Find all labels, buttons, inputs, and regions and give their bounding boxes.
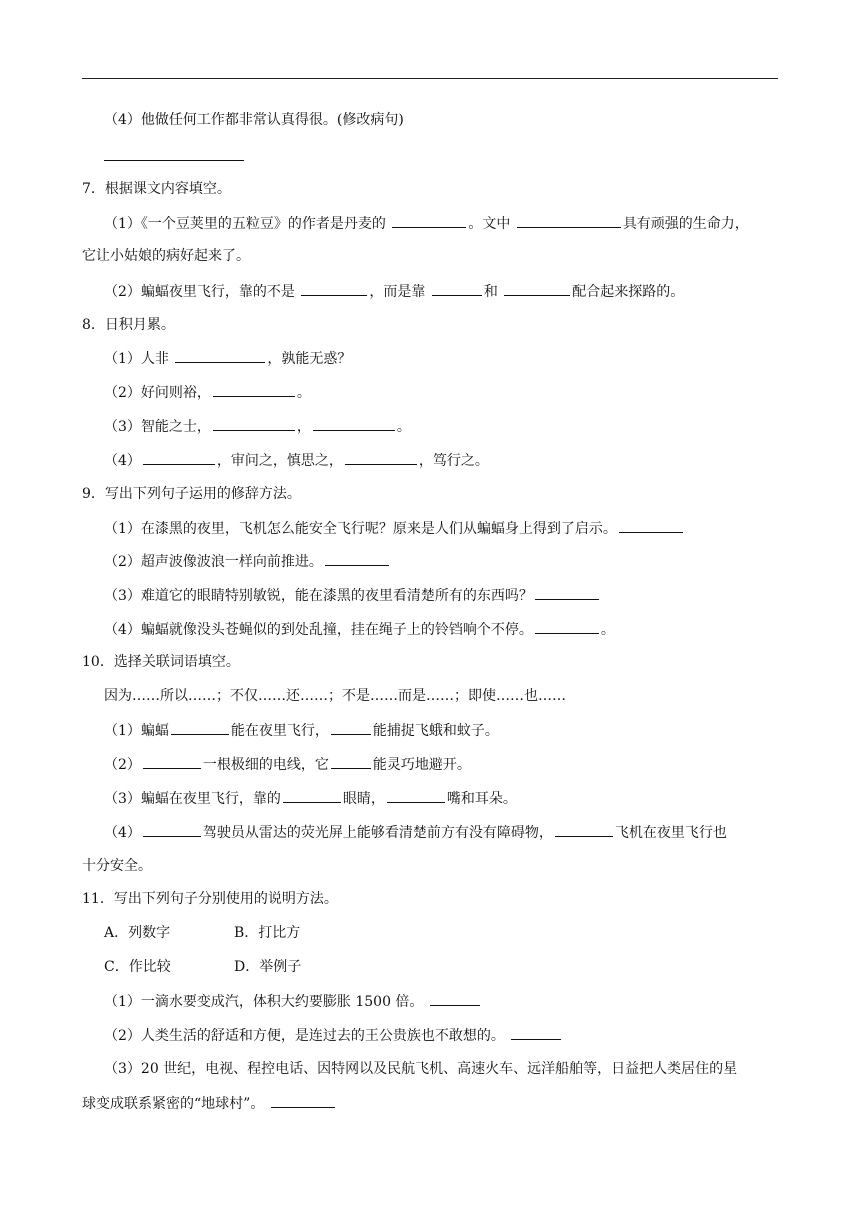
q8-item-2 bbox=[104, 382, 311, 403]
q7-item-2-text-a: （2）蝙蝠夜里飞行，靠的不是 bbox=[104, 284, 300, 300]
q11-item-1 bbox=[104, 991, 482, 1012]
q10-item-2-text-c: 能灵巧地避开。 bbox=[372, 757, 471, 773]
answer-blank[interactable] bbox=[555, 822, 613, 837]
q11-option-b: B．打比方 bbox=[234, 925, 301, 941]
q8-item-3-text-c: 。 bbox=[396, 419, 411, 435]
q11-title-text: 11．写出下列句子分别使用的说明方法。 bbox=[82, 891, 338, 907]
q9-item-3 bbox=[104, 585, 601, 606]
answer-blank[interactable] bbox=[619, 518, 683, 533]
q8-item-1-text-a: （1）人非 bbox=[104, 351, 174, 367]
q7-item-2 bbox=[104, 281, 684, 302]
q11-item-2-text: （2）人类生活的舒适和方便，是连过去的王公贵族也不敢想的。 bbox=[104, 1028, 510, 1044]
q9-item-1 bbox=[104, 518, 685, 539]
q7-item-1-text-c: 具有顽强的生命力， bbox=[622, 216, 749, 232]
q7-item-2-text-b: ，而是靠 bbox=[369, 284, 430, 300]
q11-title bbox=[82, 889, 338, 909]
q10-item-4-text-d: 十分安全。 bbox=[82, 858, 152, 874]
q7-item-1-text-d: 它让小姑娘的病好起来了。 bbox=[82, 248, 250, 264]
q8-item-3-text-a: （3）智能之士， bbox=[104, 419, 211, 435]
q10-item-4-text-a: （4） bbox=[104, 825, 141, 841]
q8-item-3-text-b: ， bbox=[296, 419, 311, 435]
q10-item-3-text-c: 嘴和耳朵。 bbox=[446, 791, 517, 807]
q10-item-4-cont bbox=[82, 856, 152, 876]
q10-item-4-text-c: 飞机在夜里飞行也 bbox=[614, 825, 727, 841]
q7-item-1-text-a: （1）《一个豆荚里的五粒豆》的作者是丹麦的 bbox=[104, 216, 391, 232]
q7-title bbox=[82, 179, 231, 199]
q8-item-1 bbox=[104, 348, 351, 369]
q11-item-3 bbox=[104, 1059, 737, 1079]
q8-item-4-text-c: ，笃行之。 bbox=[418, 453, 489, 469]
answer-blank[interactable] bbox=[511, 1025, 561, 1040]
q8-item-3 bbox=[104, 416, 411, 437]
answer-blank[interactable] bbox=[535, 619, 599, 634]
q8-item-1-text-b: ，孰能无惑？ bbox=[267, 351, 352, 367]
q11-option-c: C．作比较 bbox=[104, 959, 171, 975]
q8-title bbox=[82, 315, 175, 335]
answer-blank[interactable] bbox=[175, 348, 265, 363]
q10-item-3-text-a: （3）蝙蝠在夜里飞行，靠的 bbox=[104, 791, 281, 807]
q8-title-text: 8．日积月累。 bbox=[82, 317, 175, 333]
q9-item-4 bbox=[104, 619, 615, 640]
q11-item-1-text: （1）一滴水要变成汽，体积大约要膨胀 1500 倍。 bbox=[104, 994, 428, 1010]
q7-item-1-text-b: 。文中 bbox=[468, 216, 515, 232]
q11-options-row-2 bbox=[104, 957, 301, 977]
answer-blank[interactable] bbox=[171, 720, 229, 735]
q10-options bbox=[104, 686, 566, 706]
answer-blank[interactable] bbox=[430, 991, 480, 1006]
q9-item-3-text: （3）难道它的眼睛特别敏锐，能在漆黑的夜里看清楚所有的东西吗？ bbox=[104, 588, 533, 604]
q9-item-4-text-a: （4）蝙蝠就像没头苍蝇似的到处乱撞，挂在绳子上的铃铛响个不停。 bbox=[104, 622, 533, 638]
q7-title-text: 7．根据课文内容填空。 bbox=[82, 181, 231, 197]
q10-title bbox=[82, 652, 240, 672]
q10-item-1-text-c: 能捕捉飞蛾和蚊子。 bbox=[372, 723, 499, 739]
q10-item-2-text-b: 一根极细的电线，它 bbox=[202, 757, 329, 773]
answer-blank[interactable] bbox=[517, 213, 621, 228]
q7-item-1 bbox=[104, 213, 749, 234]
answer-blank[interactable] bbox=[301, 281, 367, 296]
answer-blank[interactable] bbox=[143, 450, 215, 465]
answer-blank[interactable] bbox=[345, 450, 417, 465]
q9-item-2-text: （2）超声波像波浪一样向前推进。 bbox=[104, 554, 323, 570]
q8-item-2-text-b: 。 bbox=[296, 385, 311, 401]
q11-item-2 bbox=[104, 1025, 563, 1046]
answer-blank[interactable] bbox=[331, 720, 371, 735]
q9-item-1-text: （1）在漆黑的夜里，飞机怎么能安全飞行呢？原来是人们从蝙蝠身上得到了启示。 bbox=[104, 521, 617, 537]
answer-blank[interactable] bbox=[143, 754, 201, 769]
q7-item-2-text-c: 和 bbox=[483, 284, 503, 300]
q9-item-2 bbox=[104, 551, 391, 572]
q10-item-4 bbox=[104, 822, 727, 843]
answer-blank[interactable] bbox=[325, 551, 389, 566]
answer-blank[interactable] bbox=[387, 788, 445, 803]
q10-item-3 bbox=[104, 788, 517, 809]
q6-item-4-text: （4）他做任何工作都非常认真得很。(修改病句) bbox=[104, 112, 404, 128]
q9-title bbox=[82, 484, 301, 504]
q10-item-1-text-a: （1）蝙蝠 bbox=[104, 723, 169, 739]
q7-item-1-cont bbox=[82, 246, 250, 266]
answer-blank[interactable] bbox=[392, 213, 466, 228]
q6-item-4-answer bbox=[104, 146, 244, 167]
q11-item-3-text-a: （3）20 世纪，电视、程控电话、因特网以及民航飞机、高速火车、远洋船舶等，日益把人类居住的星 bbox=[104, 1061, 738, 1077]
q10-item-3-text-b: 眼睛， bbox=[342, 791, 385, 807]
q8-item-4 bbox=[104, 450, 489, 471]
q9-item-4-text-b: 。 bbox=[600, 622, 615, 638]
q11-option-a: A．列数字 bbox=[104, 925, 171, 941]
q10-options-text: 因为……所以……；不仅……还……；不是……而是……；即使……也…… bbox=[104, 688, 566, 704]
q8-item-2-text-a: （2）好问则裕， bbox=[104, 385, 211, 401]
answer-blank[interactable] bbox=[313, 416, 395, 431]
answer-blank[interactable] bbox=[535, 585, 599, 600]
answer-blank[interactable] bbox=[104, 146, 244, 161]
answer-blank[interactable] bbox=[213, 416, 295, 431]
header-rule bbox=[82, 78, 778, 79]
q8-item-4-text-a: （4） bbox=[104, 453, 141, 469]
answer-blank[interactable] bbox=[271, 1093, 335, 1108]
q7-item-2-text-d: 配合起来探路的。 bbox=[572, 284, 685, 300]
answer-blank[interactable] bbox=[283, 788, 341, 803]
q9-title-text: 9．写出下列句子运用的修辞方法。 bbox=[82, 486, 301, 502]
answer-blank[interactable] bbox=[143, 822, 201, 837]
answer-blank[interactable] bbox=[504, 281, 570, 296]
q11-item-3-cont bbox=[82, 1093, 337, 1114]
answer-blank[interactable] bbox=[432, 281, 482, 296]
q8-item-4-text-b: ，审问之，慎思之， bbox=[216, 453, 343, 469]
q10-item-2 bbox=[104, 754, 471, 775]
q10-item-1 bbox=[104, 720, 499, 741]
q6-item-4 bbox=[104, 110, 404, 130]
q11-options-row-1 bbox=[104, 923, 300, 943]
q10-item-1-text-b: 能在夜里飞行， bbox=[230, 723, 329, 739]
q10-item-4-text-b: 驾驶员从雷达的荧光屏上能够看清楚前方有没有障碍物， bbox=[202, 825, 553, 841]
answer-blank[interactable] bbox=[331, 754, 371, 769]
q11-item-3-text-b: 球变成联系紧密的“地球村”。 bbox=[82, 1096, 269, 1112]
q10-item-2-text-a: （2） bbox=[104, 757, 141, 773]
answer-blank[interactable] bbox=[213, 382, 295, 397]
q11-option-d: D．举例子 bbox=[234, 959, 302, 975]
q10-title-text: 10．选择关联词语填空。 bbox=[82, 654, 240, 670]
